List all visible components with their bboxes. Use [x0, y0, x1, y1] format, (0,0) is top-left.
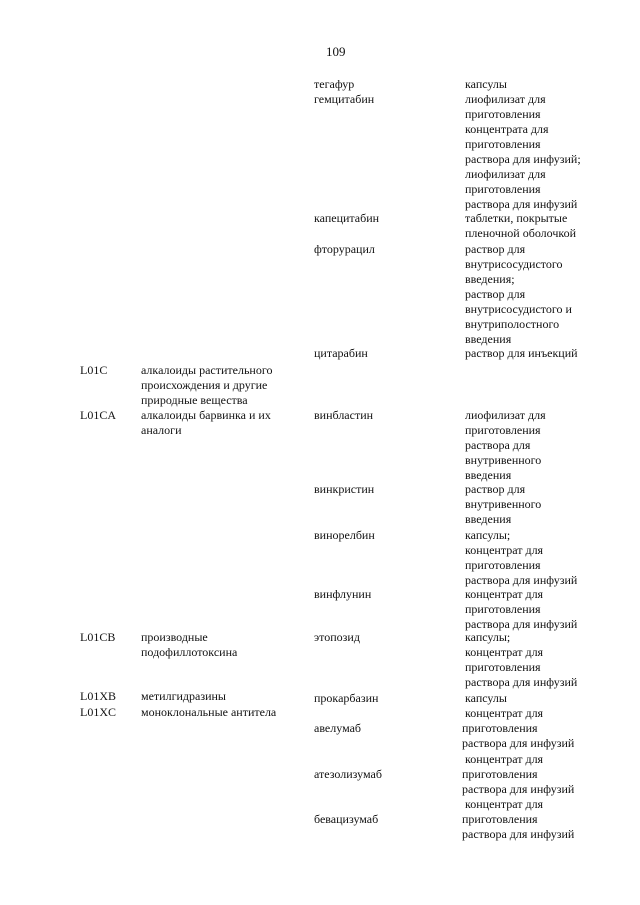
atc-group-name: алкалоиды растительного происхождения и другие природные вещества — [141, 363, 273, 407]
drug-name: тегафур — [314, 77, 355, 91]
drug-name: атезолизумаб — [314, 767, 382, 781]
drug-name: авелумаб — [314, 721, 362, 735]
atc-group-name: метилгидразины — [141, 689, 226, 703]
drug-name: винорелбин — [314, 528, 375, 542]
drug-name: винфлунин — [314, 587, 372, 601]
atc-group-name: производные подофиллотоксина — [141, 630, 238, 659]
drug-name: фторурацил — [314, 242, 375, 256]
dosage-form: концентрат для приготовления раствора для инфузий — [462, 752, 575, 796]
atc-code: L01CA — [80, 408, 116, 422]
dosage-form: раствор для инъекций — [465, 346, 578, 360]
drug-name: капецитабин — [314, 211, 380, 225]
dosage-form: капсулы — [465, 77, 507, 91]
drug-name: прокарбазин — [314, 691, 379, 705]
drug-name: винбластин — [314, 408, 374, 422]
dosage-form: раствор для внутривенного введения — [465, 482, 542, 526]
drug-name: бевацизумаб — [314, 812, 379, 826]
drug-name: винкристин — [314, 482, 375, 496]
dosage-form: капсулы — [465, 691, 507, 705]
dosage-form: концентрат для приготовления раствора для инфузий — [465, 587, 578, 631]
atc-code: L01CB — [80, 630, 116, 644]
dosage-form: концентрат для приготовления раствора для инфузий — [462, 797, 575, 841]
drug-name: этопозид — [314, 630, 360, 644]
page-number: 109 — [326, 44, 346, 59]
atc-group-name: моноклональные антитела — [141, 705, 277, 719]
dosage-form: раствор для внутрисосудистого введения; раствор для внутрисосудистого и внутриполостного введения — [465, 242, 572, 346]
drug-name: цитарабин — [314, 346, 368, 360]
drug-name: гемцитабин — [314, 92, 375, 106]
dosage-form: лиофилизат для приготовления концентрата для приготовления раствора для инфузий; лиофилизат для приготовления раствора для инфузий — [465, 92, 581, 211]
dosage-form: лиофилизат для приготовления раствора для внутривенного введения — [465, 408, 546, 482]
atc-code: L01XB — [80, 689, 116, 703]
atc-code: L01C — [80, 363, 108, 377]
dosage-form: капсулы; концентрат для приготовления раствора для инфузий — [465, 630, 578, 689]
dosage-form: таблетки, покрытые пленочной оболочкой — [465, 211, 577, 240]
atc-group-name: алкалоиды барвинка и их аналоги — [141, 408, 271, 437]
dosage-form: капсулы; концентрат для приготовления раствора для инфузий — [465, 528, 578, 587]
dosage-form: концентрат для приготовления раствора для инфузий — [462, 706, 575, 750]
atc-code: L01XC — [80, 705, 116, 719]
